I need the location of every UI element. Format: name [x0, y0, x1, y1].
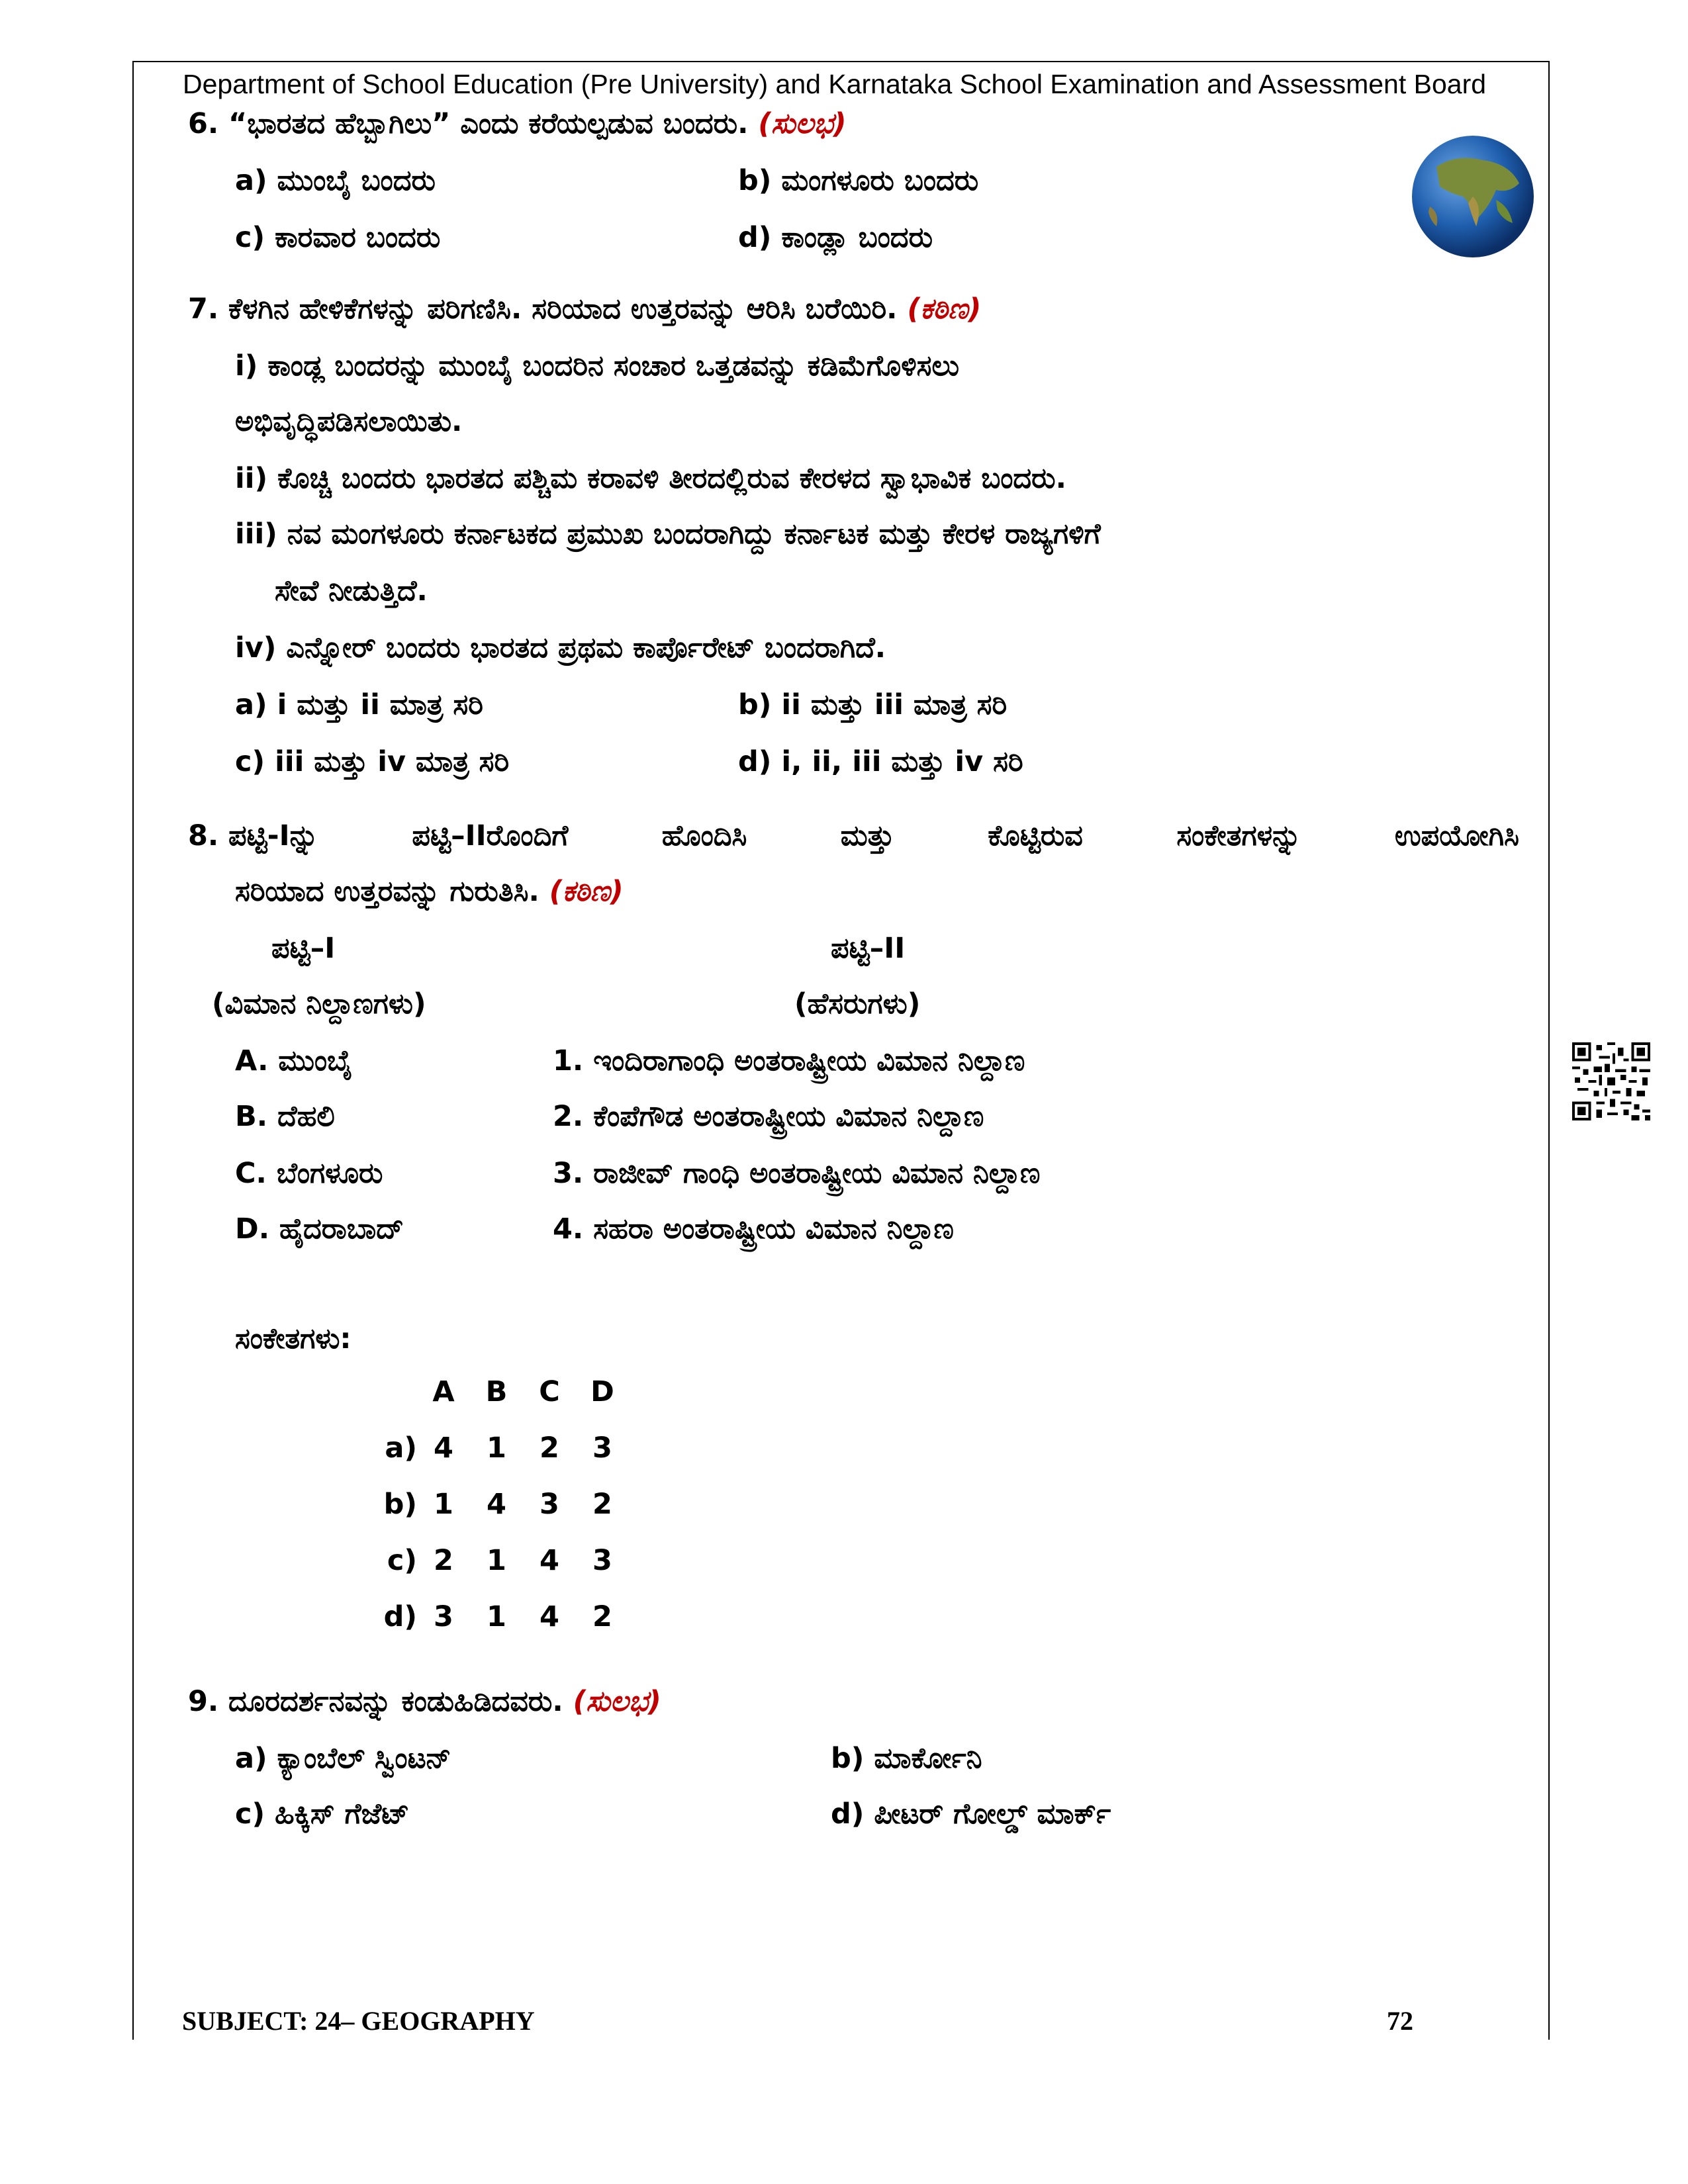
q6-number: 6. [188, 107, 219, 140]
q7-text: ಕೆಳಗಿನ ಹೇಳಿಕೆಗಳನ್ನು ಪರಿಗಣಿಸಿ. ಸರಿಯಾದ ಉತ್ತರವನ್ನು ಆರಿಸಿ ಬರೆಯಿರಿ. [228, 293, 898, 326]
q7-statement-i-line1: i) ಕಾಂಡ್ಲ ಬಂದರನ್ನು ಮುಂಬೈ ಬಂದರಿನ ಸಂಚಾರ ಒತ್ತಡವನ್ನು ಕಡಿಮೆಗೊಳಿಸಲು [235, 349, 959, 383]
q6-option-c: c) ಕಾರವಾರ ಬಂದರು [235, 221, 441, 254]
list1-item: A. ಮುಂಬೈ [235, 1044, 353, 1077]
globe-icon [1410, 134, 1536, 259]
q6-question [228, 107, 846, 140]
codes-header-cell: D [590, 1375, 614, 1408]
q7-statement-iii-line2: ಸೇವೆ ನೀಡುತ್ತಿದೆ. [275, 574, 428, 608]
q9-difficulty-tag: (ಸುಲಭ) [573, 1685, 661, 1718]
q7-statement-ii: ii) ಕೊಚ್ಚಿ ಬಂದರು ಭಾರತದ ಪಶ್ಚಿಮ ಕರಾವಳಿ ತೀರದಲ್ಲಿರುವ ಕೇರಳದ ಸ್ವಾಭಾವಿಕ ಬಂದರು. [235, 462, 1066, 495]
q7-question [228, 293, 981, 326]
codes-row-label: c) [387, 1543, 417, 1577]
codes-cell: 1 [434, 1487, 453, 1521]
q9-option-c: c) ಹಿಕ್ಕಿಸ್ ಗೆಜೆಟ್ [235, 1797, 410, 1831]
codes-cell: 4 [487, 1487, 506, 1521]
q7-option-c: c) iii ಮತ್ತು iv ಮಾತ್ರ ಸರಿ [235, 745, 510, 778]
codes-row [364, 1588, 629, 1645]
codes-row-label: b) [383, 1487, 417, 1521]
list2-subtitle: (ಹೆಸರುಗಳು) [794, 987, 921, 1021]
codes-cell: 2 [592, 1487, 612, 1521]
q8-word: ಪಟ್ಟಿ-Iನ್ನು [228, 819, 318, 852]
q8-text-line2 [235, 875, 624, 908]
list2-item: 3. ರಾಜೀವ್ ಗಾಂಧಿ ಅಂತರಾಷ್ಟ್ರೀಯ ವಿಮಾನ ನಿಲ್ದಾಣ [553, 1157, 1041, 1190]
codes-cell: 4 [434, 1431, 453, 1465]
q7-difficulty-tag: (ಕಠಿಣ) [907, 293, 982, 326]
q6-difficulty-tag: (ಸುಲಭ) [758, 107, 847, 140]
codes-cell: 3 [592, 1543, 612, 1577]
qr-code-icon [1572, 1042, 1650, 1120]
codes-row [364, 1476, 629, 1532]
q7-option-b: b) ii ಮತ್ತು iii ಮಾತ್ರ ಸರಿ [738, 688, 1008, 721]
q8-word: ಕೊಟ್ಟಿರುವ [988, 819, 1083, 852]
q7-statement-iv: iv) ಎನ್ನೋರ್ ಬಂದರು ಭಾರತದ ಪ್ರಥಮ ಕಾರ್ಪೊರೇಟ್ ಬಂದರಾಗಿದೆ. [235, 631, 886, 664]
q9-number: 9. [188, 1685, 219, 1718]
codes-cell: 3 [592, 1431, 612, 1465]
footer-subject: SUBJECT: 24– GEOGRAPHY [182, 2006, 535, 2036]
codes-cell: 1 [487, 1431, 506, 1465]
codes-cell: 2 [434, 1543, 453, 1577]
codes-label: ಸಂಕೇತಗಳು: [235, 1322, 352, 1355]
q9-option-b: b) ಮಾರ್ಕೋನಿ [831, 1742, 982, 1775]
q6-option-b: b) ಮಂಗಳೂರು ಬಂದರು [738, 164, 979, 197]
codes-cell: 3 [539, 1487, 559, 1521]
page-frame-top [132, 61, 1550, 62]
page-frame-left [132, 61, 134, 2040]
q9-question [228, 1685, 661, 1718]
codes-row [364, 1420, 629, 1476]
codes-cell: 2 [539, 1431, 559, 1465]
codes-row [364, 1532, 629, 1588]
q8-difficulty-tag: (ಕಠಿಣ) [549, 875, 624, 908]
q9-option-a: a) ಕ್ಯಾಂಬೆಲ್ ಸ್ವಿಂಟನ್ [235, 1742, 451, 1775]
codes-header-row [364, 1363, 629, 1420]
q8-text-line1 [228, 819, 1519, 852]
codes-header-cell: B [485, 1375, 508, 1408]
q6-text: “ಭಾರತದ ಹೆಬ್ಬಾಗಿಲು” ಎಂದು ಕರೆಯಲ್ಪಡುವ ಬಂದರು. [228, 107, 749, 140]
list1-title: ಪಟ್ಟಿ–I [271, 932, 336, 965]
q7-option-d: d) i, ii, iii ಮತ್ತು iv ಸರಿ [738, 745, 1023, 778]
q7-option-a: a) i ಮತ್ತು ii ಮಾತ್ರ ಸರಿ [235, 688, 483, 721]
list2-item: 2. ಕೆಂಪೆಗೌಡ ಅಂತರಾಷ್ಟ್ರೀಯ ವಿಮಾನ ನಿಲ್ದಾಣ [553, 1100, 984, 1133]
list1-item: C. ಬೆಂಗಳೂರು [235, 1157, 383, 1190]
q8-word: ಮತ್ತು [840, 819, 894, 852]
q7-statement-iii-line1: iii) ನವ ಮಂಗಳೂರು ಕರ್ನಾಟಕದ ಪ್ರಮುಖ ಬಂದರಾಗಿದ್ದು ಕರ್ನಾಟಕ ಮತ್ತು ಕೇರಳ ರಾಜ್ಯಗಳಿಗೆ [235, 518, 1101, 551]
list1-item: B. ದೆಹಲಿ [235, 1100, 335, 1133]
q7-number: 7. [188, 293, 219, 326]
codes-cell: 2 [592, 1600, 612, 1633]
codes-cell: 4 [539, 1543, 559, 1577]
q6-option-d: d) ಕಾಂಡ್ಲಾ ಬಂದರು [738, 221, 933, 254]
list2-item: 1. ಇಂದಿರಾಗಾಂಧಿ ಅಂತರಾಷ್ಟ್ರೀಯ ವಿಮಾನ ನಿಲ್ದಾಣ [553, 1044, 1025, 1077]
codes-cell: 1 [487, 1543, 506, 1577]
list1-item: D. ಹೈದರಾಬಾದ್ [235, 1212, 404, 1246]
q9-option-d: d) ಪೀಟರ್ ಗೋಲ್ಡ್ ಮಾರ್ಕ್ [831, 1797, 1111, 1831]
q8-number: 8. [188, 819, 219, 852]
q7-statement-i-line2: ಅಭಿವೃದ್ಧಿಪಡಿಸಲಾಯಿತು. [235, 405, 463, 438]
board-header: Department of School Education (Pre University) and Karnataka School Examination and Assessment Board [183, 69, 1487, 99]
codes-row-label: a) [385, 1431, 417, 1465]
codes-cell: 1 [487, 1600, 506, 1633]
q8-line2-text: ಸರಿಯಾದ ಉತ್ತರವನ್ನು ಗುರುತಿಸಿ. [235, 875, 539, 908]
page-frame-right [1548, 61, 1550, 2040]
codes-table [364, 1363, 629, 1645]
codes-row-label: d) [383, 1600, 417, 1633]
codes-cell: 4 [539, 1600, 559, 1633]
codes-header-cell: A [432, 1375, 455, 1408]
page-number: 72 [1387, 2006, 1413, 2036]
codes-cell: 3 [434, 1600, 453, 1633]
q6-option-a: a) ಮುಂಬೈ ಬಂದರು [235, 164, 436, 197]
list1-subtitle: (ವಿಮಾನ ನಿಲ್ದಾಣಗಳು) [212, 987, 426, 1021]
list2-title: ಪಟ್ಟಿ–II [831, 932, 906, 965]
q8-word: ಸಂಕೇತಗಳನ್ನು [1176, 819, 1301, 852]
q9-text: ದೂರದರ್ಶನವನ್ನು ಕಂಡುಹಿಡಿದವರು. [228, 1685, 563, 1718]
q8-word: ಪಟ್ಟಿ–IIರೊಂದಿಗೆ [412, 819, 569, 852]
q8-word: ಹೊಂದಿಸಿ [661, 819, 747, 852]
list2-item: 4. ಸಹರಾ ಅಂತರಾಷ್ಟ್ರೀಯ ವಿಮಾನ ನಿಲ್ದಾಣ [553, 1212, 954, 1246]
q8-word: ಉಪಯೋಗಿಸಿ [1394, 819, 1519, 852]
codes-header-cell: C [539, 1375, 560, 1408]
